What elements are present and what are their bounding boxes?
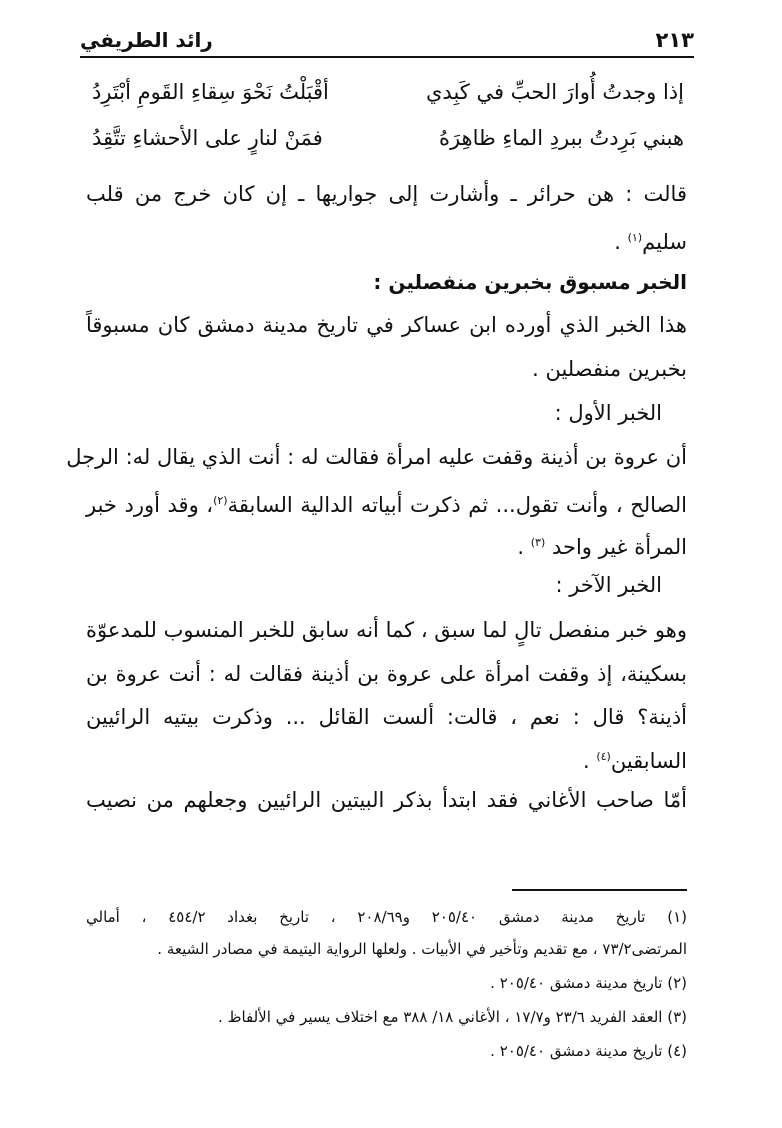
footnote-ref-1: (١) (627, 231, 643, 244)
verse-2-second-hemistich: فمَنْ لنارٍ على الأحشاءِ تتَّقِدُ (92, 126, 323, 150)
footnote-1-line-2: المرتضى٧٣/٢ ، مع تقديم وتأخير في الأبيات . ولعلها الرواية اليتيمة في مصادر الشيعة . (157, 940, 687, 958)
paragraph-4-line-2: بسكينة، إذ وقفت امرأة على عروة بن أذينة فقالت له : أنت عروة بن (86, 662, 687, 686)
paragraph-3-line-2 (86, 481, 687, 525)
footnote-ref-4: (٤) (596, 750, 611, 763)
running-title: رائد الطريفي (80, 28, 213, 52)
verse-2-first-hemistich: هبني بَرِدتُ ببردِ الماءِ ظاهِرَهُ (438, 126, 684, 150)
footnote-3: (٣) العقد الفريد ٢٣/٦ و١٧/٧ ، الأغاني ١٨/ ٣٨٨ مع اختلاف يسير في الألفاظ . (218, 1008, 687, 1026)
paragraph-1-line-1: قالت : هن حرائر ـ وأشارت إلى جواريها ـ إن كان خرج من قلب (86, 182, 687, 206)
text-span: ، وقد أورد خبر (86, 493, 214, 517)
footnote-4: (٤) تاريخ مدينة دمشق ٢٠٥/٤٠ . (490, 1042, 687, 1060)
text-span: الصالح ، وأنت تقول... ثم ذكرت أبياته الدالية السابقة (227, 493, 687, 517)
verse-line-2 (92, 126, 684, 166)
text-span: المرأة غير واحد (551, 535, 687, 559)
footnote-1-line-1: (١) تاريخ مدينة دمشق ٢٠٥/٤٠ و٢٠٨/٦٩ ، تاريخ بغداد ٤٥٤/٢ ، أمالي (86, 908, 687, 926)
section-heading: الخبر مسبوق بخبرين منفصلين : (373, 270, 687, 294)
paragraph-4-line-1: وهو خبر منفصل تالٍ لما سبق ، كما أنه سابق للخبر المنسوب للمدعوّة (86, 618, 687, 642)
verse-1-second-hemistich: أقْبَلْتُ نَحْوَ سِقاءِ القَومِ أبْتَرِدُ (92, 80, 329, 104)
footnote-2: (٢) تاريخ مدينة دمشق ٢٠٥/٤٠ . (490, 974, 687, 992)
text-span: السابقين (610, 749, 687, 773)
paragraph-5-line-1: أمّا صاحب الأغاني فقد ابتدأ بذكر البيتين الرائيين وجعلهم من نصيب (86, 788, 687, 812)
verse-1-first-hemistich: إذا وجدتُ أُوارَ الحبِّ في كَبِدي (425, 80, 684, 104)
footnote-separator (512, 889, 687, 891)
label-first-report: الخبر الأول : (554, 401, 662, 425)
paragraph-4-line-3: أذينة؟ قال : نعم ، قالت: ألست القائل ... وذكرت بيتيه الرائيين (86, 705, 687, 729)
paragraph-4-line-4: السابقين$^{(٤)}$ . (582, 749, 687, 773)
label-second-report: الخبر الآخر : (555, 573, 662, 597)
page-header (80, 22, 694, 58)
footnote-ref-2: (٢) (213, 494, 228, 507)
verse-line-1 (92, 80, 684, 120)
page-number: ٢١٣ (655, 28, 694, 52)
footnote-ref-3: (٣) (530, 536, 546, 549)
text-span: سليم (642, 230, 687, 254)
paragraph-3-line-1: أن عروة بن أذينة وقفت عليه امرأة فقالت له : أنت الذي يقال له: الرجل (66, 445, 687, 469)
paragraph-3-line-3: المرأة غير واحد $^{(٣)}$ . (517, 535, 687, 559)
paragraph-2-line-1: هذا الخبر الذي أورده ابن عساكر في تاريخ مدينة دمشق كان مسبوقاً (86, 313, 687, 337)
paragraph-2-line-2: بخبرين منفصلين . (532, 357, 687, 381)
paragraph-1-line-2: سليم$^{(١)}$ . (614, 230, 687, 254)
